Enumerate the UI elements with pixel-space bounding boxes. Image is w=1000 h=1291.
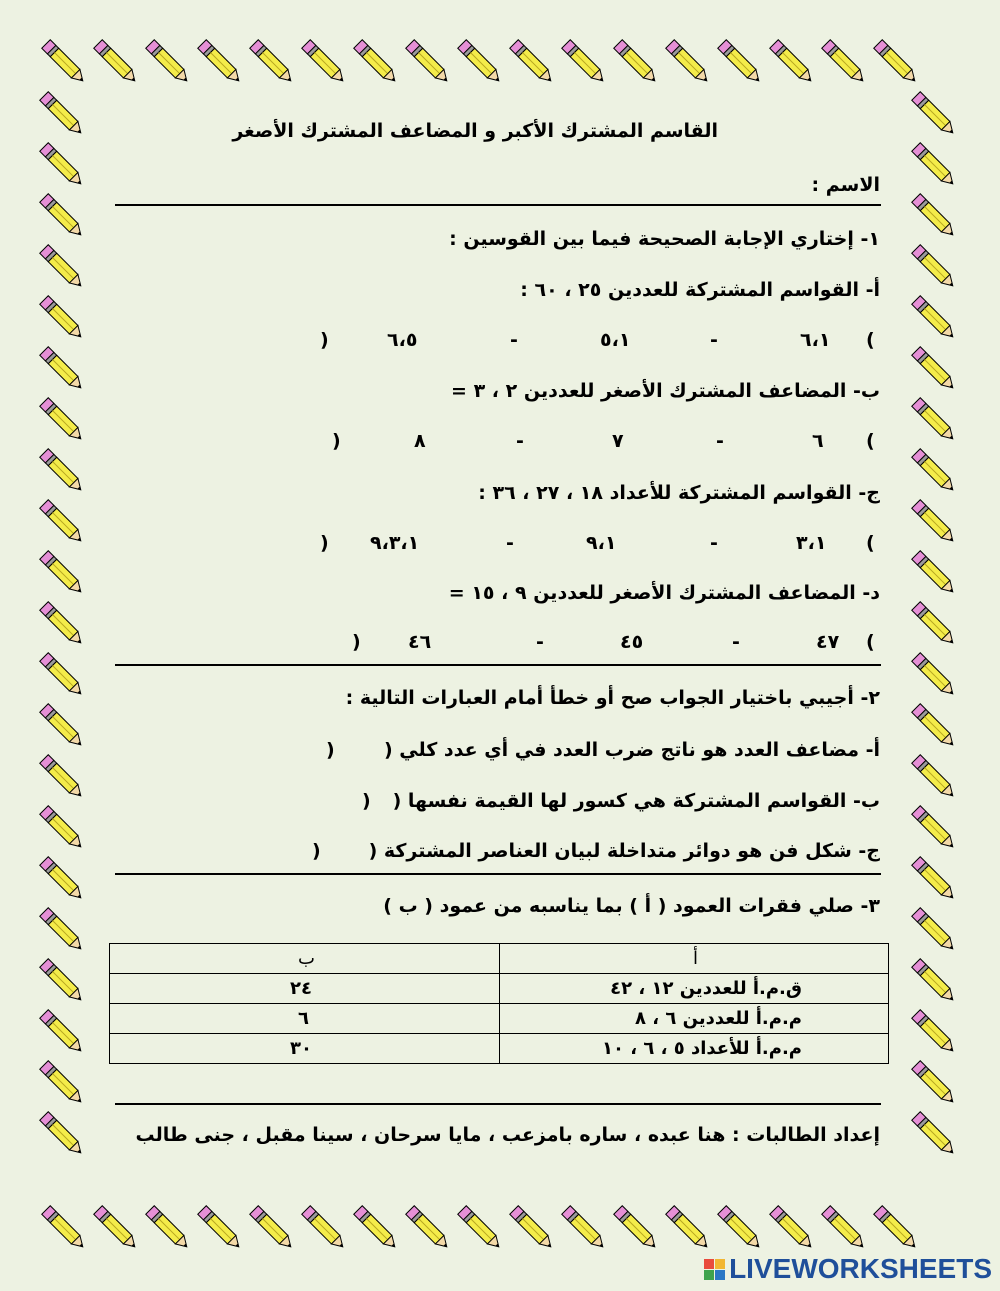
pencil-icon [614,1206,659,1251]
pencil-icon [40,755,85,800]
pencil-icon [614,40,659,85]
pencil-icon [40,1061,85,1106]
pencil-icon [912,449,957,494]
pencil-icon [40,602,85,647]
pencil-icon [40,653,85,698]
table-row[interactable] [110,1004,889,1034]
pencil-icon [912,194,957,239]
q1-item-d: د- المضاعف المشترك الأصغر للعددين ٩ ، ١٥ = [448,582,880,604]
divider [115,873,881,875]
divider [115,1103,881,1105]
option[interactable]: ٣،١ [796,532,827,554]
pencil-icon [912,398,957,443]
credits: إعداد الطالبات : هنا عبده ، ساره بامزعب ، مايا سرحان ، سينا مقبل ، جنى طالب [135,1124,880,1146]
pencil-icon [40,296,85,341]
pencil-icon [354,1206,399,1251]
pencil-icon [40,857,85,902]
open-paren: ( [866,329,875,351]
open-paren: ( [866,631,875,653]
q1-item-a: أ- القواسم المشتركة للعددين ٢٥ ، ٦٠ : [520,279,880,301]
pencil-icon [912,92,957,137]
open-paren: ( [866,532,875,554]
pencil-icon [912,1112,957,1157]
pencil-icon [40,245,85,290]
pencil-icon [42,1206,87,1251]
cell-b: ٢٤ [110,974,500,1004]
pencil-icon [198,40,243,85]
pencil-icon [912,1061,957,1106]
pencil-icon [458,1206,503,1251]
dash: - [516,430,524,452]
pencil-icon [40,1112,85,1157]
dash: - [710,532,718,554]
matching-table [109,943,889,1064]
pencil-icon [40,500,85,545]
pencil-icon [40,959,85,1004]
pencil-icon [912,857,957,902]
column-a-header: أ [499,944,889,974]
pencil-icon [912,755,957,800]
pencil-icon [874,40,919,85]
pencil-icon [198,1206,243,1251]
pencil-icon [718,40,763,85]
pencil-icon [40,908,85,953]
pencil-icon [94,40,139,85]
close-paren: ) [332,430,341,452]
q2-item-b: ب- القواسم المشتركة هي كسور لها القيمة نفسها ( [392,790,880,812]
pencil-icon [912,908,957,953]
pencil-icon [718,1206,763,1251]
open-paren: ( [866,430,875,452]
q1-item-c: ج- القواسم المشتركة للأعداد ١٨ ، ٢٧ ، ٣٦ : [478,482,880,504]
q2-item-a: أ- مضاعف العدد هو ناتج ضرب العدد في أي عدد كلي ( [383,739,880,761]
pencil-icon [40,1010,85,1055]
cell-a: م.م.أ للأعداد ٥ ، ٦ ، ١٠ [499,1034,889,1064]
pencil-icon [40,194,85,239]
option[interactable]: ٦،١ [800,329,831,351]
pencil-icon [42,40,87,85]
close-paren: ) [320,329,329,351]
pencil-icon [146,40,191,85]
pencil-icon [40,143,85,188]
option[interactable]: ٤٧ [816,631,840,653]
cell-b: ٦ [110,1004,500,1034]
pencil-icon [458,40,503,85]
close-paren: ) [352,631,361,653]
pencil-icon [40,704,85,749]
cell-b: ٣٠ [110,1034,500,1064]
pencil-icon [912,143,957,188]
pencil-icon [912,806,957,851]
q2-heading: ٢- أجيبي باختيار الجواب صح أو خطأ أمام العبارات التالية : [345,687,880,709]
pencil-icon [562,40,607,85]
pencil-icon [562,1206,607,1251]
pencil-icon [94,1206,139,1251]
pencil-icon [912,500,957,545]
q3-heading: ٣- صلي فقرات العمود ( أ ) بما يناسبه من عمود ( ب ) [383,895,880,917]
answer-slot-b[interactable]: ) [362,790,371,812]
table-header-row [110,944,889,974]
pencil-icon [146,1206,191,1251]
pencil-icon [770,1206,815,1251]
pencil-icon [912,704,957,749]
option[interactable]: ٩،٣،١ [370,532,420,554]
pencil-icon [822,40,867,85]
table-row[interactable] [110,974,889,1004]
liveworksheets-watermark [704,1253,992,1285]
dash: - [732,631,740,653]
pencil-icon [912,1010,957,1055]
pencil-icon [406,40,451,85]
dash: - [710,329,718,351]
pencil-icon [510,40,555,85]
pencil-icon [770,40,815,85]
q1-heading: ١- إختاري الإجابة الصحيحة فيما بين القوسين : [449,228,880,250]
dash: - [536,631,544,653]
pencil-icon [40,92,85,137]
answer-slot-c[interactable]: ) [312,840,321,862]
pencil-icon [250,1206,295,1251]
table-row[interactable] [110,1034,889,1064]
pencil-icon [40,806,85,851]
option[interactable]: ٨ [414,430,426,452]
dash: - [716,430,724,452]
pencil-icon [666,1206,711,1251]
option[interactable]: ٦،٥ [387,329,418,351]
pencil-icon [40,449,85,494]
pencil-icon [40,551,85,596]
answer-slot-a[interactable]: ) [326,739,335,761]
pencil-icon [510,1206,555,1251]
pencil-icon [912,347,957,392]
pencil-icon [912,959,957,1004]
column-b-header: ب [110,944,500,974]
pencil-icon [406,1206,451,1251]
option[interactable]: ٤٥ [620,631,644,653]
option[interactable]: ٦ [812,430,824,452]
cell-a: م.م.أ للعددين ٦ ، ٨ [499,1004,889,1034]
divider [115,204,881,206]
watermark-text: LIVEWORKSHEETS [729,1253,992,1284]
option[interactable]: ٤٦ [408,631,432,653]
dash: - [510,329,518,351]
pencil-icon [912,296,957,341]
pencil-icon [912,245,957,290]
pencil-icon [874,1206,919,1251]
pencil-icon [250,40,295,85]
pencil-icon [912,602,957,647]
pencil-icon [302,40,347,85]
page-title: القاسم المشترك الأكبر و المضاعف المشترك الأصغر [232,120,718,142]
pencil-icon [822,1206,867,1251]
pencil-icon [302,1206,347,1251]
close-paren: ) [320,532,329,554]
liveworksheets-logo-icon [704,1259,725,1280]
option[interactable]: ٧ [612,430,624,452]
pencil-icon [912,551,957,596]
pencil-icon [40,347,85,392]
pencil-icon [354,40,399,85]
dash: - [506,532,514,554]
divider [115,664,881,666]
option[interactable]: ٥،١ [600,329,631,351]
name-label: الاسم : [811,174,880,196]
cell-a: ق.م.أ للعددين ١٢ ، ٤٢ [499,974,889,1004]
pencil-icon [666,40,711,85]
pencil-icon [40,398,85,443]
q2-item-c: ج- شكل فن هو دوائر متداخلة لبيان العناصر المشتركة ( [368,840,880,862]
q1-item-b: ب- المضاعف المشترك الأصغر للعددين ٢ ، ٣ = [451,380,880,402]
option[interactable]: ٩،١ [586,532,617,554]
pencil-icon [912,653,957,698]
